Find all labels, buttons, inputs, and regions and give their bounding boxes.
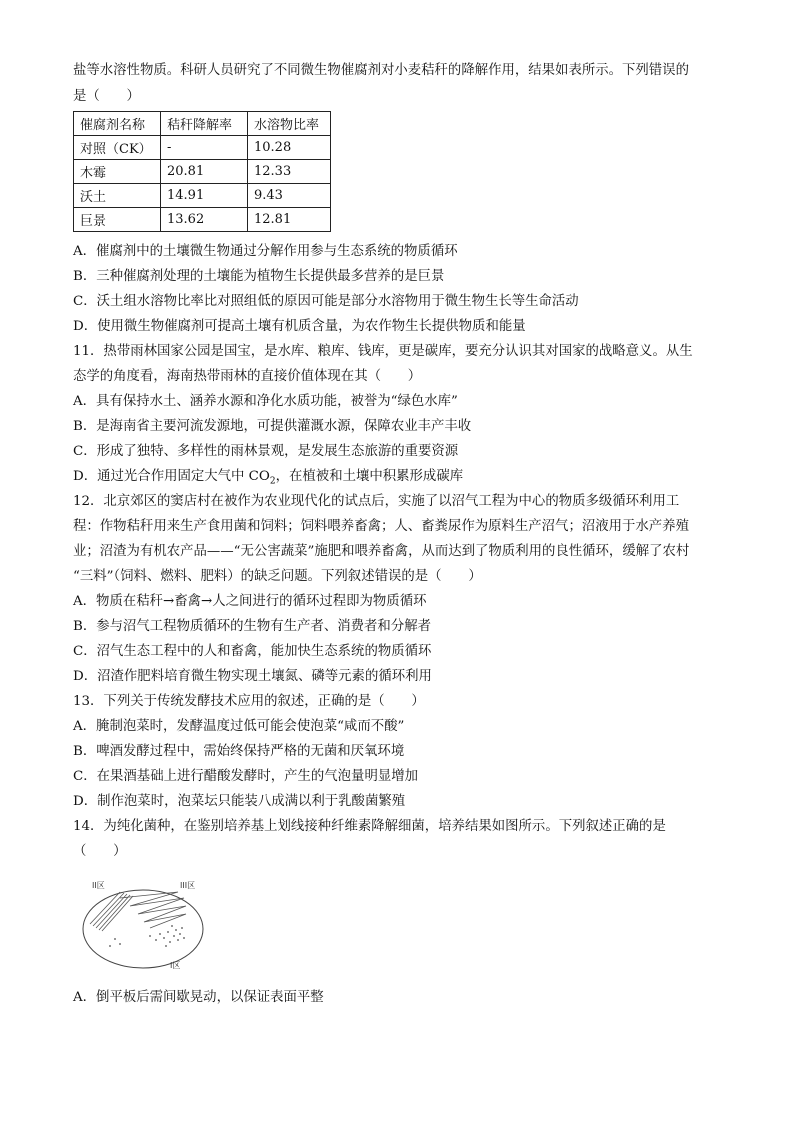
figure-label-zone-3: III区: [180, 881, 196, 890]
q11-option-d-suffix: ，在植被和土壤中积累形成碳库: [275, 469, 464, 484]
q11-option-c: C．形成了独特、多样性的雨林景观，是发展生态旅游的重要资源: [73, 444, 459, 459]
table-cell: 巨景: [74, 208, 161, 232]
q13-option-c: C．在果酒基础上进行醋酸发酵时，产生的气泡量明显增加: [73, 769, 419, 784]
table-cell: 对照（CK）: [74, 136, 161, 160]
q13-option-a: A．腌制泡菜时，发酵温度过低可能会使泡菜“咸而不酸”: [73, 719, 405, 734]
table-cell: 12.81: [248, 208, 331, 232]
table-header-row: [74, 112, 331, 136]
streak-zone-1: [90, 892, 133, 931]
q13-option-d: D．制作泡菜时，泡菜坛只能装八成满以利于乳酸菌繁殖: [73, 794, 406, 809]
q14-stem-line-1: 14．为纯化菌种，在鉴别培养基上划线接种纤维素降解细菌，培养结果如图所示。下列叙述正确的是: [73, 819, 666, 834]
q10-option-c: C．沃土组水溶物比率比对照组低的原因可能是部分水溶物用于微生物生长等生命活动: [73, 294, 579, 309]
table-cell: 20.81: [161, 160, 248, 184]
table-row: [74, 136, 331, 160]
q11-option-d: [73, 467, 463, 492]
q11-stem-line-1: 11．热带雨林国家公园是国宝，是水库、粮库、钱库，更是碳库，要充分认识其对国家的战略意义。从生: [73, 344, 693, 359]
q11-stem-line-2: 态学的角度看，海南热带雨林的直接价值体现在其（ ）: [73, 369, 422, 384]
table-row: [74, 208, 331, 232]
q12-stem-line-4: “三料”（饲料、燃料、肥料）的缺乏问题。下列叙述错误的是（ ）: [73, 569, 482, 584]
petri-dish-figure: [80, 874, 210, 974]
table-cell: -: [161, 136, 248, 160]
q10-option-d: D．使用微生物催腐剂可提高土壤有机质含量，为农作物生长提供物质和能量: [73, 319, 526, 334]
q10-stem-line-2: 是（ ）: [73, 89, 140, 104]
table-cell: 沃土: [74, 184, 161, 208]
streak-zone-2: [120, 892, 186, 928]
table-cell: 13.62: [161, 208, 248, 232]
q12-option-d: D．沼渣作肥料培育微生物实现土壤氮、磷等元素的循环利用: [73, 669, 432, 684]
petri-dish-outline: [83, 890, 203, 968]
q12-stem-line-3: 业；沼渣为有机农产品——“无公害蔬菜”施肥和喂养畜禽，从而达到了物质利用的良性循环，缓解了农村: [73, 544, 690, 559]
q11-option-d-subscript: 2: [269, 476, 276, 487]
table-row: [74, 184, 331, 208]
colony-dots: [109, 925, 185, 947]
table-header-cell: 催腐剂名称: [74, 112, 161, 136]
figure-label-zone-1: I区: [170, 961, 181, 970]
q10-option-b: B．三种催腐剂处理的土壤能为植物生长提供最多营养的是巨景: [73, 269, 445, 284]
q10-stem-line-1: 盐等水溶性物质。科研人员研究了不同微生物催腐剂对小麦秸秆的降解作用，结果如表所示。下列错误的: [73, 63, 689, 78]
q10-option-a: A．催腐剂中的土壤微生物通过分解作用参与生态系统的物质循环: [73, 244, 458, 259]
q12-option-c: C．沼气生态工程中的人和畜禽，能加快生态系统的物质循环: [73, 644, 432, 659]
q13-option-b: B．啤酒发酵过程中，需始终保持严格的无菌和厌氧环境: [73, 744, 405, 759]
table-cell: 12.33: [248, 160, 331, 184]
q13-stem: 13．下列关于传统发酵技术应用的叙述，正确的是（ ）: [73, 694, 425, 709]
q11-option-a: A．具有保持水土、涵养水源和净化水质功能，被誉为“绿色水库”: [73, 394, 458, 409]
table-cell: 10.28: [248, 136, 331, 160]
q11-option-b: B．是海南省主要河流发源地，可提供灌溉水源，保障农业丰产丰收: [73, 419, 472, 434]
figure-label-zone-2: II区: [92, 881, 105, 890]
table-row: [74, 160, 331, 184]
table-header-cell: 水溶物比率: [248, 112, 331, 136]
q12-stem-line-1: 12．北京郊区的窦店村在被作为农业现代化的试点后，实施了以沼气工程为中心的物质多级循环利用工: [73, 494, 680, 509]
q11-option-d-prefix: D．通过光合作用固定大气中 CO: [73, 469, 270, 484]
table-cell: 14.91: [161, 184, 248, 208]
q14-stem-line-2: （ ）: [73, 844, 127, 859]
table-header-cell: 秸秆降解率: [161, 112, 248, 136]
q12-option-a: A．物质在秸秆→畜禽→人之间进行的循环过程即为物质循环: [73, 594, 427, 609]
q12-stem-line-2: 程：作物秸秆用来生产食用菌和饲料；饲料喂养畜禽；人、畜粪尿作为原料生产沼气；沼液用于水产养殖: [73, 519, 689, 534]
q14-option-a: A．倒平板后需间歇晃动，以保证表面平整: [73, 990, 324, 1005]
table-cell: 9.43: [248, 184, 331, 208]
q12-option-b: B．参与沼气工程物质循环的生物有生产者、消费者和分解者: [73, 619, 431, 634]
table-cell: 木霉: [74, 160, 161, 184]
degradation-table: [73, 111, 331, 232]
